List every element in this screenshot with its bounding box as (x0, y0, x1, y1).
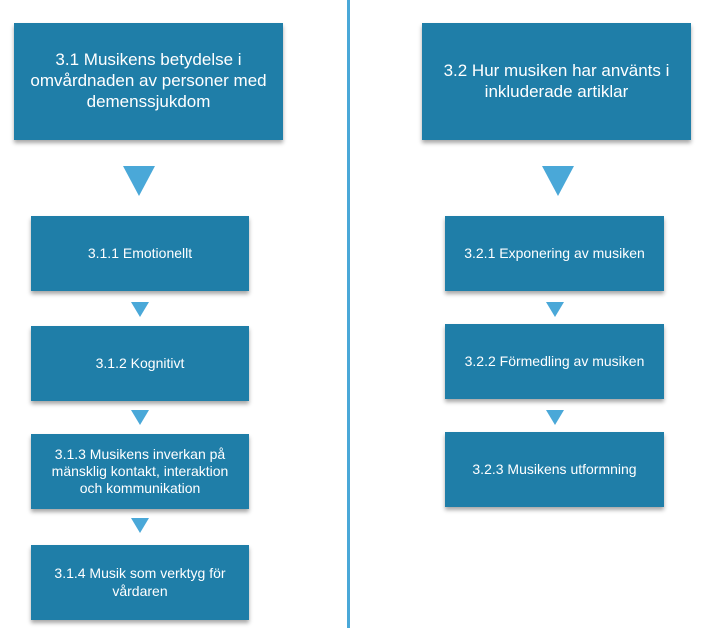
left-item-2-box (31, 326, 249, 401)
left-item-4-box (31, 545, 249, 620)
right-item-1-box (445, 216, 664, 291)
column-divider (347, 0, 350, 628)
left-arrow-2 (131, 410, 149, 425)
left-item-1-box (31, 216, 249, 291)
right-header-arrow (542, 166, 574, 196)
right-header-label: 3.2 Hur musiken har använts i inkluderade artiklar (443, 60, 670, 101)
left-header-box (14, 23, 283, 140)
left-item-3-box (31, 434, 249, 509)
left-item-1-label: 3.1.1 Emotionellt (87, 244, 193, 261)
left-arrow-3 (131, 518, 149, 533)
left-item-4-label: 3.1.4 Musik som verktyg för vårdaren (54, 565, 226, 599)
right-item-2-box (445, 324, 664, 399)
right-arrow-2 (546, 410, 564, 425)
left-header-label: 3.1 Musikens betydelse i omvårdnaden av personer med demenssjukdom (30, 50, 267, 111)
right-header-box (422, 23, 691, 140)
left-item-2-label: 3.1.2 Kognitivt (95, 354, 185, 371)
right-item-2-label: 3.2.2 Förmedling av musiken (464, 352, 645, 369)
left-header-arrow (123, 166, 155, 196)
right-arrow-1 (546, 302, 564, 317)
right-item-3-box (445, 432, 664, 507)
right-item-1-label: 3.2.1 Exponering av musiken (464, 244, 645, 261)
left-item-3-label: 3.1.3 Musikens inverkan på mänsklig kontakt, interaktion och kommunikation (51, 445, 229, 497)
left-arrow-1 (131, 302, 149, 317)
right-item-3-label: 3.2.3 Musikens utformning (472, 460, 637, 477)
